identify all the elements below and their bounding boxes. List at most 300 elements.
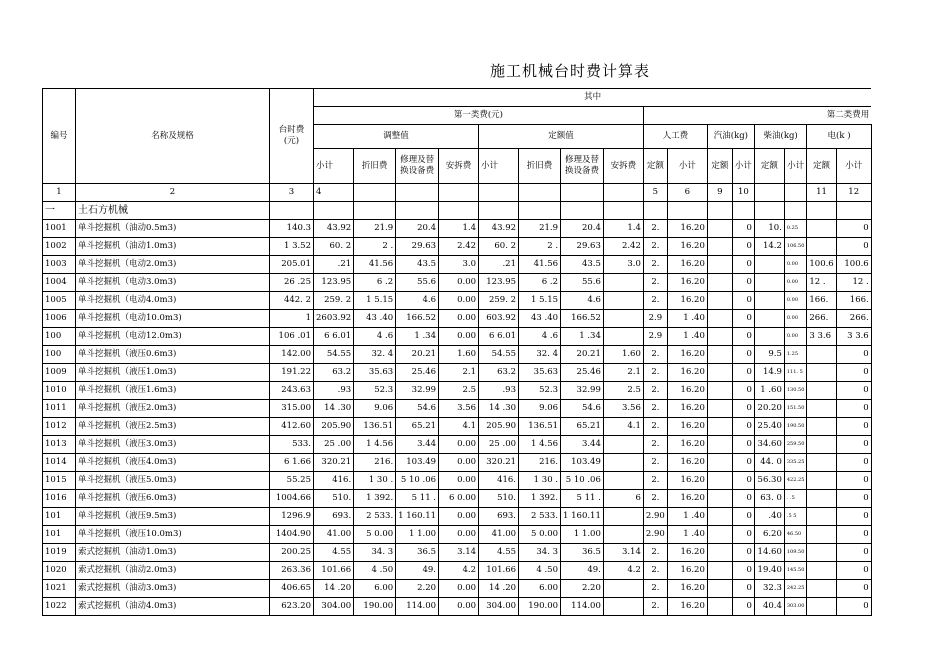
- header-quota-subtotal: 小计: [479, 149, 519, 184]
- table-cell: 1 30 .: [354, 472, 396, 490]
- table-cell: 20.20: [754, 400, 784, 418]
- table-cell: 16.20: [667, 562, 707, 580]
- header-class2: 第二类费用: [643, 107, 871, 125]
- table-cell: [603, 580, 643, 598]
- table-cell: 1.4: [439, 220, 479, 238]
- table-cell: 20.4: [396, 220, 439, 238]
- table-cell: 0.00: [784, 256, 807, 274]
- section-label: 土石方机械: [76, 202, 270, 220]
- table-cell: 1022: [43, 598, 76, 616]
- table-cell: 320.21: [314, 454, 354, 472]
- table-cell: 43.5: [396, 256, 439, 274]
- table-cell: 41.00: [479, 526, 519, 544]
- table-cell: 1.25: [784, 346, 807, 364]
- table-cell: 单斗挖掘机（液压6.0m3): [76, 490, 270, 508]
- table-cell: 0.00: [784, 328, 807, 346]
- table-cell: 0: [836, 418, 871, 436]
- table-cell: 0: [836, 364, 871, 382]
- table-cell: 5 10 .06: [561, 472, 604, 490]
- machine-cost-table: [42, 88, 872, 616]
- table-cell: 0: [732, 346, 754, 364]
- table-cell: 25 .00: [314, 436, 354, 454]
- header-quota-value: 定额值: [479, 125, 644, 149]
- table-cell: [707, 274, 732, 292]
- table-cell: 单斗挖掘机（液压9.5m3): [76, 508, 270, 526]
- table-cell: 65.21: [561, 418, 604, 436]
- table-cell: 32.99: [561, 382, 604, 400]
- header-quota-install: 安拆费: [603, 149, 643, 184]
- table-cell: 0: [732, 292, 754, 310]
- table-cell: 2.1: [439, 364, 479, 382]
- table-cell: [603, 472, 643, 490]
- table-cell: 2.20: [396, 580, 439, 598]
- table-cell: 100: [43, 346, 76, 364]
- table-row: [43, 526, 872, 544]
- table-cell: 63. 0: [754, 490, 784, 508]
- table-cell: 0.00: [784, 274, 807, 292]
- table-cell: 14 .30: [479, 400, 519, 418]
- header-gasoline-subtotal: 小计: [732, 149, 754, 184]
- table-cell: [807, 364, 836, 382]
- table-cell: 55.6: [561, 274, 604, 292]
- table-cell: [807, 598, 836, 616]
- table-cell: 123.95: [314, 274, 354, 292]
- table-cell: 1 4.56: [354, 436, 396, 454]
- table-row: [43, 598, 872, 616]
- table-cell: 101.66: [314, 562, 354, 580]
- table-cell: 56.30: [754, 472, 784, 490]
- table-cell: [807, 526, 836, 544]
- table-cell: 34.60: [754, 436, 784, 454]
- table-cell: 191.22: [270, 364, 314, 382]
- table-cell: 52.3: [354, 382, 396, 400]
- table-cell: 166.: [807, 292, 836, 310]
- table-cell: 259. 2: [479, 292, 519, 310]
- table-cell: 2.: [643, 598, 667, 616]
- table-cell: 单斗挖掘机（电动10.0m3): [76, 310, 270, 328]
- header-code: 编号: [43, 89, 76, 184]
- table-cell: 259.50: [784, 436, 807, 454]
- table-cell: [807, 580, 836, 598]
- table-cell: 32.99: [396, 382, 439, 400]
- table-cell: [707, 400, 732, 418]
- table-cell: 242.25: [784, 580, 807, 598]
- table-cell: [603, 310, 643, 328]
- table-cell: 单斗挖掘机（电动4.0m3): [76, 292, 270, 310]
- table-cell: [754, 328, 784, 346]
- table-row: [43, 238, 872, 256]
- table-cell: 55.6: [396, 274, 439, 292]
- table-cell: 190.50: [784, 418, 807, 436]
- table-cell: .93: [479, 382, 519, 400]
- table-cell: 49.: [396, 562, 439, 580]
- table-cell: 6 1.66: [270, 454, 314, 472]
- table-cell: 2.9: [643, 328, 667, 346]
- table-cell: 142.00: [270, 346, 314, 364]
- table-cell: 1 1.00: [561, 526, 604, 544]
- table-cell: 0: [836, 598, 871, 616]
- table-cell: 2.: [643, 454, 667, 472]
- table-cell: 0: [732, 436, 754, 454]
- table-row: [43, 292, 872, 310]
- table-cell: 36.5: [561, 544, 604, 562]
- table-row: [43, 436, 872, 454]
- table-cell: 单斗挖掘机（液压5.0m3): [76, 472, 270, 490]
- table-cell: 0: [732, 526, 754, 544]
- header-adj-repair: 修理及替换设备费: [396, 149, 439, 184]
- table-cell: [754, 256, 784, 274]
- table-cell: 304.00: [479, 598, 519, 616]
- table-cell: 693.: [479, 508, 519, 526]
- table-row: [43, 346, 872, 364]
- table-cell: 1019: [43, 544, 76, 562]
- table-cell: 52.3: [519, 382, 561, 400]
- table-cell: 2.: [643, 544, 667, 562]
- table-cell: [707, 346, 732, 364]
- header-among: 其中: [314, 89, 872, 107]
- table-cell: 2.20: [561, 580, 604, 598]
- table-cell: 单斗挖掘机（液压2.0m3): [76, 400, 270, 418]
- header-elec-subtotal: 小计: [836, 149, 871, 184]
- table-row: [43, 220, 872, 238]
- table-cell: [707, 598, 732, 616]
- table-cell: 1 392.: [519, 490, 561, 508]
- table-cell: 320.21: [479, 454, 519, 472]
- table-cell: [707, 220, 732, 238]
- table-cell: 100.6: [836, 256, 871, 274]
- table-cell: 2.: [643, 364, 667, 382]
- table-cell: 1 .60: [754, 382, 784, 400]
- table-cell: 1 .40: [667, 328, 707, 346]
- colnum-6: 6: [667, 184, 707, 202]
- table-cell: 0.00: [784, 292, 807, 310]
- table-cell: 16.20: [667, 292, 707, 310]
- table-cell: [807, 562, 836, 580]
- table-cell: 65.21: [396, 418, 439, 436]
- table-cell: 0.00: [439, 328, 479, 346]
- table-cell: 510.: [479, 490, 519, 508]
- table-cell: 单斗挖掘机（油动1.0m3): [76, 238, 270, 256]
- table-cell: 216.: [519, 454, 561, 472]
- table-cell: 2.: [643, 490, 667, 508]
- table-cell: 1 .40: [667, 526, 707, 544]
- table-cell: 303.00: [784, 598, 807, 616]
- table-cell: 1.4: [603, 220, 643, 238]
- table-cell: 40.4: [754, 598, 784, 616]
- table-cell: 3.56: [439, 400, 479, 418]
- table-cell: 4.55: [314, 544, 354, 562]
- header-quota-repair: 修理及替换设备费: [561, 149, 604, 184]
- table-cell: 4.55: [479, 544, 519, 562]
- table-cell: 0.00: [439, 436, 479, 454]
- table-cell: 单斗挖掘机（电动12.0m3): [76, 328, 270, 346]
- table-cell: 205.01: [270, 256, 314, 274]
- table-cell: 1004.66: [270, 490, 314, 508]
- table-cell: 510.: [314, 490, 354, 508]
- table-cell: [603, 436, 643, 454]
- table-cell: 335.25: [784, 454, 807, 472]
- table-cell: 4.1: [439, 418, 479, 436]
- table-cell: 4.6: [396, 292, 439, 310]
- colnum-12: 12: [836, 184, 871, 202]
- table-cell: 16.20: [667, 418, 707, 436]
- table-cell: 43 .40: [519, 310, 561, 328]
- table-cell: [707, 508, 732, 526]
- table-cell: 4.6: [561, 292, 604, 310]
- table-row: [43, 256, 872, 274]
- table-cell: 416.: [479, 472, 519, 490]
- table-cell: 103.49: [396, 454, 439, 472]
- table-cell: 6.00: [519, 580, 561, 598]
- table-cell: 166.52: [396, 310, 439, 328]
- table-row: [43, 490, 872, 508]
- table-cell: 单斗挖掘机（液压3.0m3): [76, 436, 270, 454]
- table-cell: 166.: [836, 292, 871, 310]
- table-cell: 16.20: [667, 436, 707, 454]
- table-row: [43, 400, 872, 418]
- table-cell: 1015: [43, 472, 76, 490]
- table-cell: 623.20: [270, 598, 314, 616]
- table-cell: 2.: [643, 382, 667, 400]
- table-cell: 216.: [354, 454, 396, 472]
- table-cell: 1001: [43, 220, 76, 238]
- table-cell: 100: [43, 328, 76, 346]
- table-cell: [707, 544, 732, 562]
- table-cell: 2.1: [603, 364, 643, 382]
- table-row: [43, 364, 872, 382]
- table-cell: 101: [43, 526, 76, 544]
- table-cell: 693.: [314, 508, 354, 526]
- table-cell: 41.56: [519, 256, 561, 274]
- table-cell: [807, 436, 836, 454]
- table-cell: 0: [732, 562, 754, 580]
- table-cell: 54.55: [314, 346, 354, 364]
- table-cell: [707, 238, 732, 256]
- table-cell: [807, 418, 836, 436]
- table-cell: 16.20: [667, 400, 707, 418]
- table-cell: .21: [314, 256, 354, 274]
- table-row: [43, 508, 872, 526]
- table-cell: 0: [732, 400, 754, 418]
- table-cell: 0: [732, 256, 754, 274]
- table-cell: 35.63: [354, 364, 396, 382]
- table-row: [43, 562, 872, 580]
- table-cell: 43.92: [479, 220, 519, 238]
- table-cell: 14 .30: [314, 400, 354, 418]
- table-cell: 0: [732, 598, 754, 616]
- table-cell: 9.06: [354, 400, 396, 418]
- header-electricity: 电(k ): [807, 125, 871, 149]
- table-cell: 0.00: [439, 310, 479, 328]
- colnum-11: 11: [807, 184, 836, 202]
- table-cell: 2.5: [603, 382, 643, 400]
- table-cell: 0: [836, 508, 871, 526]
- header-hourly-cost: 台时费 (元): [270, 89, 314, 184]
- table-cell: 315.00: [270, 400, 314, 418]
- table-cell: 266.: [807, 310, 836, 328]
- table-cell: 106.50: [784, 238, 807, 256]
- table-cell: 2.42: [603, 238, 643, 256]
- table-cell: 1011: [43, 400, 76, 418]
- table-cell: [707, 562, 732, 580]
- table-cell: 412.60: [270, 418, 314, 436]
- table-cell: 1021: [43, 580, 76, 598]
- table-cell: 1 5.15: [354, 292, 396, 310]
- table-cell: 9.06: [519, 400, 561, 418]
- table-cell: 0: [836, 238, 871, 256]
- table-cell: [707, 526, 732, 544]
- table-cell: [754, 292, 784, 310]
- table-cell: 0: [732, 238, 754, 256]
- table-cell: [807, 346, 836, 364]
- page-title: 施工机械台时费计算表: [489, 62, 650, 80]
- table-cell: 0: [732, 310, 754, 328]
- table-cell: [807, 472, 836, 490]
- table-cell: 10.: [754, 220, 784, 238]
- table-cell: 1004: [43, 274, 76, 292]
- table-cell: 1.60: [603, 346, 643, 364]
- table-cell: 140.3: [270, 220, 314, 238]
- table-row: [43, 454, 872, 472]
- table-cell: 20.4: [561, 220, 604, 238]
- table-cell: 0: [836, 580, 871, 598]
- table-cell: 1006: [43, 310, 76, 328]
- table-cell: 3.14: [439, 544, 479, 562]
- table-cell: 2.: [643, 400, 667, 418]
- table-cell: 14 .20: [479, 580, 519, 598]
- table-cell: 2.: [643, 436, 667, 454]
- table-cell: 0.00: [439, 292, 479, 310]
- table-cell: [754, 274, 784, 292]
- table-cell: 0: [836, 346, 871, 364]
- header-labor-subtotal: 小计: [667, 149, 707, 184]
- colnum-2: 2: [76, 184, 270, 202]
- colnum-9: 9: [707, 184, 732, 202]
- table-cell: 4.2: [439, 562, 479, 580]
- table-cell: 200.25: [270, 544, 314, 562]
- table-cell: 1 160.11: [561, 508, 604, 526]
- table-cell: 1 1.00: [396, 526, 439, 544]
- table-cell: [603, 328, 643, 346]
- table-cell: 29.63: [396, 238, 439, 256]
- table-cell: [707, 310, 732, 328]
- table-cell: 2.: [643, 274, 667, 292]
- table-cell: 1 .40: [667, 310, 707, 328]
- table-cell: 1 .34: [396, 328, 439, 346]
- table-cell: 25.46: [396, 364, 439, 382]
- table-cell: 145.50: [784, 562, 807, 580]
- table-cell: 32. 4: [519, 346, 561, 364]
- table-cell: 2 .: [354, 238, 396, 256]
- table-cell: 1 160.11: [396, 508, 439, 526]
- table-cell: 2.: [643, 472, 667, 490]
- table-cell: 1009: [43, 364, 76, 382]
- table-cell: 1020: [43, 562, 76, 580]
- header-quota-depreciation: 折旧费: [519, 149, 561, 184]
- table-cell: 2.42: [439, 238, 479, 256]
- table-cell: 2 533.: [519, 508, 561, 526]
- table-cell: 603.92: [479, 310, 519, 328]
- table-cell: 2.: [643, 418, 667, 436]
- header-gasoline-quota: 定额: [707, 149, 732, 184]
- table-cell: 1.60: [439, 346, 479, 364]
- table-cell: 16.20: [667, 490, 707, 508]
- table-row: [43, 472, 872, 490]
- table-cell: [707, 256, 732, 274]
- table-cell: 单斗挖掘机（液压2.5m3): [76, 418, 270, 436]
- table-cell: 21.9: [354, 220, 396, 238]
- table-cell: 1: [270, 310, 314, 328]
- header-labor-quota: 定额: [643, 149, 667, 184]
- table-cell: 20.21: [396, 346, 439, 364]
- table-cell: [707, 472, 732, 490]
- table-cell: 0.00: [439, 472, 479, 490]
- colnum-4: 4: [314, 184, 354, 202]
- table-cell: [707, 490, 732, 508]
- table-cell: 0: [836, 454, 871, 472]
- table-cell: 2.5: [439, 382, 479, 400]
- table-cell: [707, 436, 732, 454]
- table-cell: 2.: [643, 562, 667, 580]
- table-cell: 0: [732, 382, 754, 400]
- table-cell: 2.: [643, 238, 667, 256]
- table-cell: 1 3.52: [270, 238, 314, 256]
- table-cell: 34. 3: [519, 544, 561, 562]
- table-cell: 46.50: [784, 526, 807, 544]
- table-cell: [707, 454, 732, 472]
- table-cell: 14.2: [754, 238, 784, 256]
- table-cell: 2.9: [643, 310, 667, 328]
- table-cell: 136.51: [354, 418, 396, 436]
- table-cell: 0: [732, 490, 754, 508]
- table-cell: 1 .34: [561, 328, 604, 346]
- table-cell: 3.44: [561, 436, 604, 454]
- table-cell: [603, 598, 643, 616]
- table-cell: 266.: [836, 310, 871, 328]
- table-cell: 16.20: [667, 274, 707, 292]
- table-cell: 6.20: [754, 526, 784, 544]
- table-cell: 12 .: [807, 274, 836, 292]
- table-cell: 106 .01: [270, 328, 314, 346]
- header-adj-install: 安拆费: [439, 149, 479, 184]
- table-cell: 60. 2: [479, 238, 519, 256]
- table-cell: 0: [732, 364, 754, 382]
- table-cell: 103.49: [561, 454, 604, 472]
- table-cell: 1002: [43, 238, 76, 256]
- table-cell: [603, 508, 643, 526]
- table-cell: 1 5.15: [519, 292, 561, 310]
- table-cell: 44. 0: [754, 454, 784, 472]
- table-cell: 9.5: [754, 346, 784, 364]
- table-cell: [707, 364, 732, 382]
- table-cell: 130.50: [784, 382, 807, 400]
- table-cell: 0: [732, 220, 754, 238]
- header-name: 名称及规格: [76, 89, 270, 184]
- table-cell: 单斗挖掘机（液压1.0m3): [76, 364, 270, 382]
- table-cell: 2.90: [643, 526, 667, 544]
- table-cell: 1012: [43, 418, 76, 436]
- table-row: [43, 328, 872, 346]
- table-cell: 304.00: [314, 598, 354, 616]
- table-cell: 0: [732, 544, 754, 562]
- table-cell: 416.: [314, 472, 354, 490]
- table-cell: 2.: [643, 346, 667, 364]
- table-cell: 6 6.01: [479, 328, 519, 346]
- table-cell: 243.63: [270, 382, 314, 400]
- table-cell: 4.1: [603, 418, 643, 436]
- table-cell: 索式挖掘机（油动1.0m3): [76, 544, 270, 562]
- table-cell: [807, 220, 836, 238]
